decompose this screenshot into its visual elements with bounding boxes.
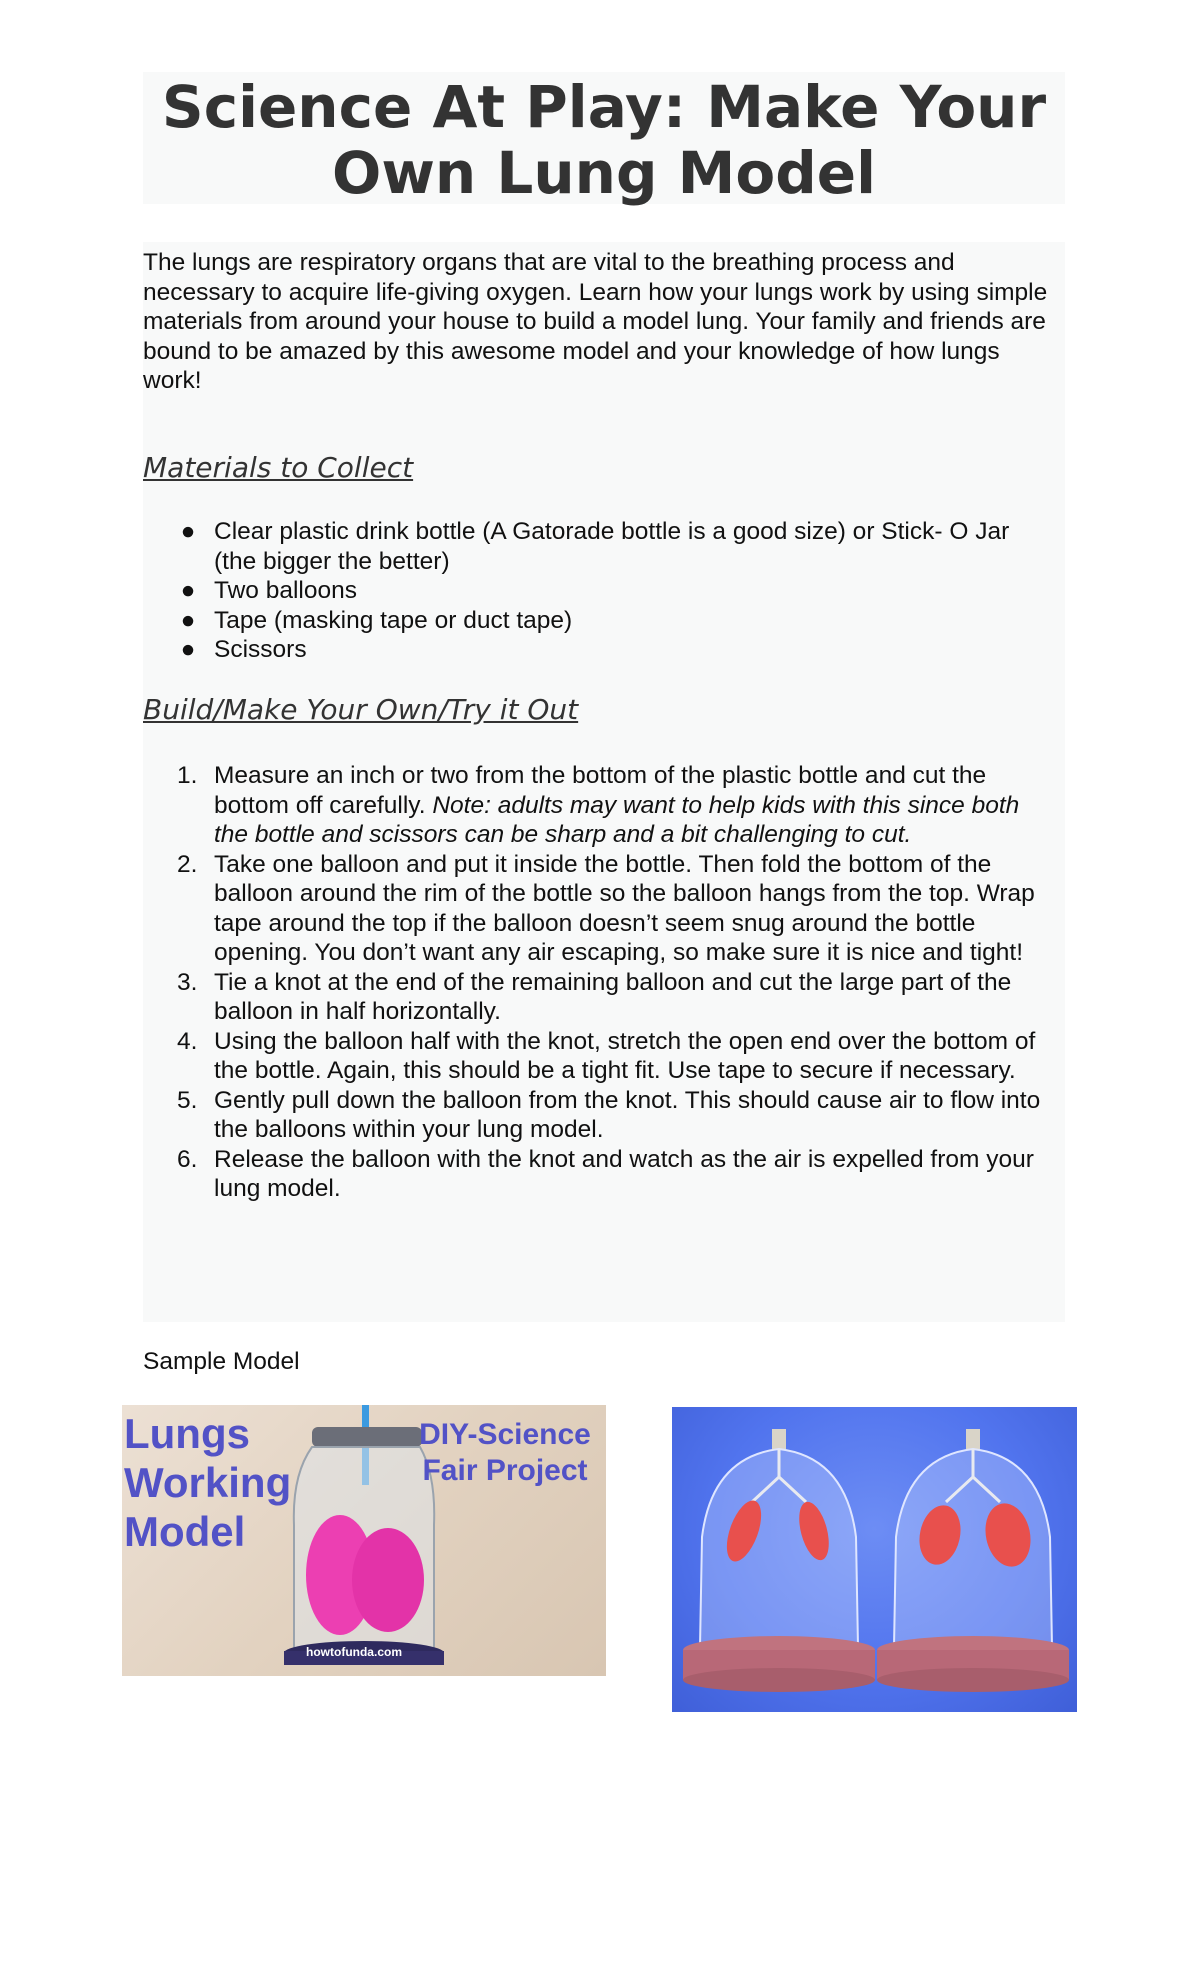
photo-title-line: Lungs bbox=[124, 1410, 250, 1457]
page-title: Science At Play: Make Your Own Lung Model bbox=[161, 73, 1047, 207]
stopper-shape bbox=[772, 1429, 786, 1449]
list-item bbox=[143, 761, 1058, 850]
jar-base-bottom-shape bbox=[683, 1668, 875, 1692]
list-item bbox=[143, 576, 1058, 606]
photo-title-line: Working bbox=[124, 1459, 292, 1506]
list-item bbox=[143, 968, 1058, 1027]
right-bell-jar bbox=[877, 1429, 1069, 1692]
material-text: Scissors bbox=[214, 636, 307, 663]
bullet-icon: ● bbox=[180, 518, 196, 545]
steps-list bbox=[143, 761, 1058, 1204]
step-number: 2. bbox=[177, 850, 198, 878]
photo-badge-line: Fair Project bbox=[422, 1454, 588, 1487]
stopper-shape bbox=[966, 1429, 980, 1449]
photo-watermark: howtofunda.com bbox=[306, 1645, 402, 1659]
step-text: Take one balloon and put it inside the bottle. Then fold the bottom of the balloon around the rim of the bottle so the balloon hangs from the top. Wrap tape around the top if the balloon doesn’t seem snug around the bottle opening. You don’t want any air escaping, so make sure it is nice and tight! bbox=[214, 850, 1035, 966]
step-note: Note: adults may want to help kids with this since both the bottle and scissors can be sharp and a bit challenging to cut. bbox=[214, 791, 1020, 848]
step-number: 1. bbox=[177, 762, 198, 789]
title-block bbox=[143, 72, 1065, 207]
bullet-icon: ● bbox=[180, 577, 196, 604]
material-text: Tape (masking tape or duct tape) bbox=[214, 606, 573, 634]
step-text: Gently pull down the balloon from the knot. This should cause air to flow into the balloons within your lung model. bbox=[214, 1086, 1041, 1143]
build-heading: Build/Make Your Own/Try it Out bbox=[143, 693, 579, 726]
step-number: 5. bbox=[177, 1086, 198, 1114]
bullet-icon: ● bbox=[180, 636, 196, 663]
step-number: 4. bbox=[177, 1027, 198, 1055]
list-item bbox=[143, 606, 1058, 636]
photo-badge-text bbox=[405, 1417, 605, 1489]
list-item bbox=[143, 1027, 1058, 1086]
bullet-icon: ● bbox=[180, 606, 196, 634]
materials-list bbox=[143, 517, 1058, 665]
step-text: Measure an inch or two from the bottom of the plastic bottle and cut the bottom off carefully. bbox=[214, 762, 987, 819]
list-item bbox=[143, 635, 1058, 665]
list-item bbox=[143, 517, 1058, 576]
photo-title-line: Model bbox=[124, 1508, 246, 1555]
list-item bbox=[143, 850, 1058, 968]
step-text: Release the balloon with the knot and watch as the air is expelled from your lung model. bbox=[214, 1145, 1034, 1202]
materials-heading: Materials to Collect bbox=[143, 451, 414, 484]
step-text: Tie a knot at the end of the remaining balloon and cut the large part of the balloon in half horizontally. bbox=[214, 968, 1012, 1025]
bell-jar-illustration bbox=[672, 1407, 1077, 1712]
step-number: 3. bbox=[177, 968, 198, 996]
list-item bbox=[143, 1145, 1058, 1204]
list-item bbox=[143, 1086, 1058, 1145]
step-text: Using the balloon half with the knot, stretch the open end over the bottom of the bottle. Again, this should be a tight fit. Use tape to secure if necessary. bbox=[214, 1027, 1036, 1084]
jar-base-bottom-shape bbox=[877, 1668, 1069, 1692]
lung-model-photo-jar bbox=[122, 1405, 606, 1676]
sample-caption: Sample Model bbox=[143, 1348, 300, 1375]
left-bell-jar bbox=[683, 1429, 875, 1692]
photo-title-text bbox=[124, 1409, 291, 1556]
lung-model-photo-bell-jars bbox=[672, 1407, 1077, 1712]
material-text: Clear plastic drink bottle (A Gatorade bottle is a good size) or Stick- O Jar (the bigger the better) bbox=[214, 518, 1010, 575]
step-number: 6. bbox=[177, 1145, 198, 1173]
material-text: Two balloons bbox=[214, 577, 358, 604]
photo-badge-line: DIY-Science bbox=[419, 1418, 591, 1451]
right-balloon-shape bbox=[352, 1528, 424, 1632]
intro-paragraph: The lungs are respiratory organs that are vital to the breathing process and necessary to acquire life-giving oxygen. Learn how your lungs work by using simple materials from around your house to build a model lung. Your family and friends are bound to be amazed by this awesome model and your knowledge of how lungs work! bbox=[143, 249, 1048, 394]
